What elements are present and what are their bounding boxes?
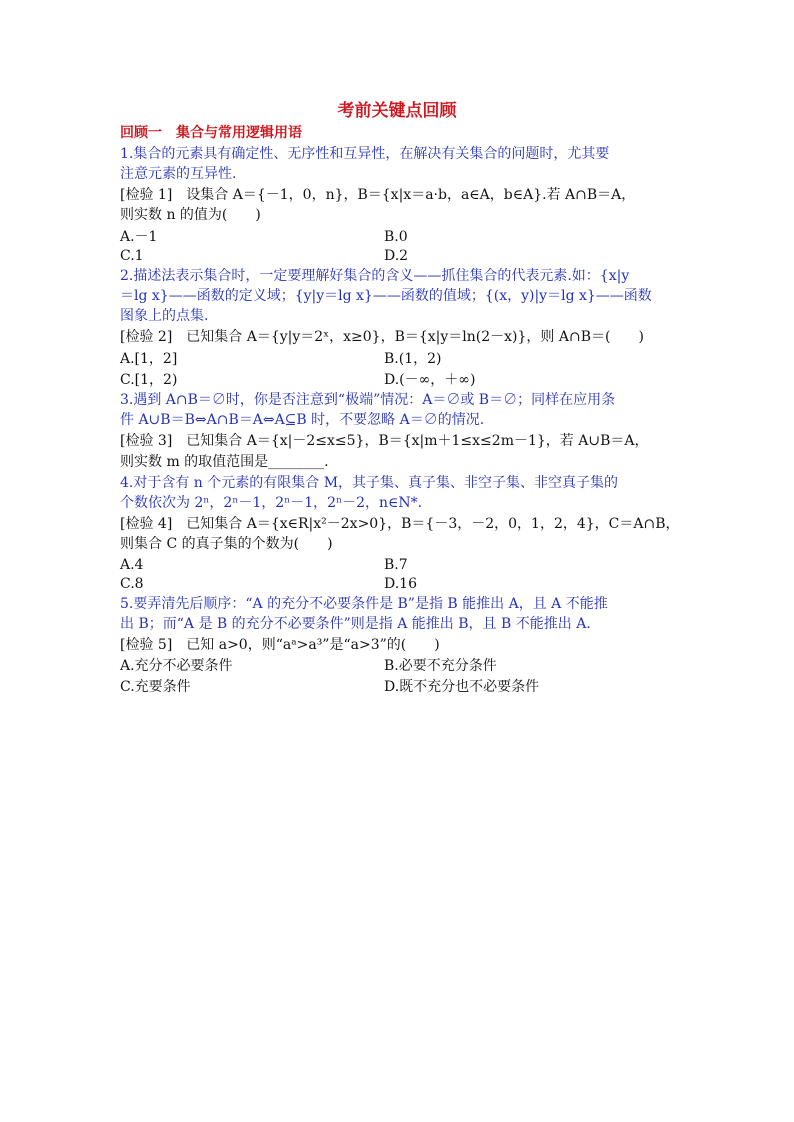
check5-line1: [检验 5] 已知 a>0，则“aᵃ>a³”是“a>3”的( )	[120, 637, 440, 653]
check2-option-a: A.[1，2]	[120, 351, 178, 367]
check1-option-b: B.0	[384, 229, 408, 245]
point4-line1: 4.对于含有 n 个元素的有限集合 M，其子集、真子集、非空子集、非空真子集的	[120, 475, 619, 491]
check4-line1: [检验 4] 已知集合 A＝{x∈R|x²－2x>0}，B＝{－3，－2，0，1，2，4}，C＝A∩B，	[120, 516, 680, 532]
check5-option-b: B.必要不充分条件	[384, 658, 497, 674]
check4-line2: 则集合 C 的真子集的个数为( )	[120, 536, 333, 552]
point5-line2: 出 B；而“A 是 B 的充分不必要条件”则是指 A 能推出 B，且 B 不能推出 A.	[120, 616, 591, 632]
check1-option-c: C.1	[120, 248, 144, 264]
check1-line2: 则实数 n 的值为( )	[120, 207, 261, 223]
point3-line1: 3.遇到 A∩B＝∅时，你是否注意到“极端”情况：A＝∅或 B＝∅；同样在应用条	[120, 392, 616, 408]
check1-option-d: D.2	[384, 248, 409, 264]
point1-line2: 注意元素的互异性.	[120, 166, 237, 182]
section-title: 回顾一 集合与常用逻辑用语	[120, 125, 302, 141]
check3-line1: [检验 3] 已知集合 A＝{x|－2≤x≤5}，B＝{x|m＋1≤x≤2m－1}，若 A∪B＝A，	[120, 433, 649, 449]
check5-option-d: D.既不充分也不必要条件	[384, 679, 540, 695]
check4-option-c: C.8	[120, 576, 144, 592]
point1-line1: 1.集合的元素具有确定性、无序性和互异性，在解决有关集合的问题时，尤其要	[120, 146, 610, 162]
check1-line1: [检验 1] 设集合 A＝{－1，0，n}，B＝{x|x＝a·b，a∈A，b∈A}.若 A∩B＝A，	[120, 187, 636, 203]
check2-option-c: C.[1，2)	[120, 372, 178, 388]
point3-line2: 件 A∪B＝B⇔A∩B＝A⇔A⊆B 时，不要忽略 A＝∅的情况.	[120, 412, 485, 428]
check5-option-c: C.充要条件	[120, 679, 191, 695]
point2-line2: ＝lg x}——函数的定义域；{y|y＝lg x}——函数的值域；{(x，y)|y＝lg x}——函数	[120, 288, 652, 304]
check2-option-d: D.(－∞，＋∞)	[384, 372, 476, 388]
check2-option-b: B.(1，2)	[384, 351, 442, 367]
check5-option-a: A.充分不必要条件	[120, 658, 233, 674]
point2-line3: 图象上的点集.	[120, 308, 209, 324]
point4-line2: 个数依次为 2ⁿ，2ⁿ－1，2ⁿ－1，2ⁿ－2，n∈N*.	[120, 495, 423, 511]
check4-option-a: A.4	[120, 557, 144, 573]
point2-line1: 2.描述法表示集合时，一定要理解好集合的含义——抓住集合的代表元素.如：{x|y	[120, 268, 630, 284]
check1-option-a: A.－1	[120, 229, 158, 245]
check4-option-b: B.7	[384, 557, 408, 573]
check4-option-d: D.16	[384, 576, 417, 592]
point5-line1: 5.要弄清先后顺序：“A 的充分不必要条件是 B”是指 B 能推出 A，且 A 不能推	[120, 596, 608, 612]
check2-line1: [检验 2] 已知集合 A＝{y|y＝2ˣ，x≥0}，B＝{x|y＝ln(2－x)}，则 A∩B＝( )	[120, 329, 644, 345]
check3-line2: 则实数 m 的取值范围是________.	[120, 454, 329, 470]
page-title: 考前关键点回顾	[337, 101, 457, 121]
